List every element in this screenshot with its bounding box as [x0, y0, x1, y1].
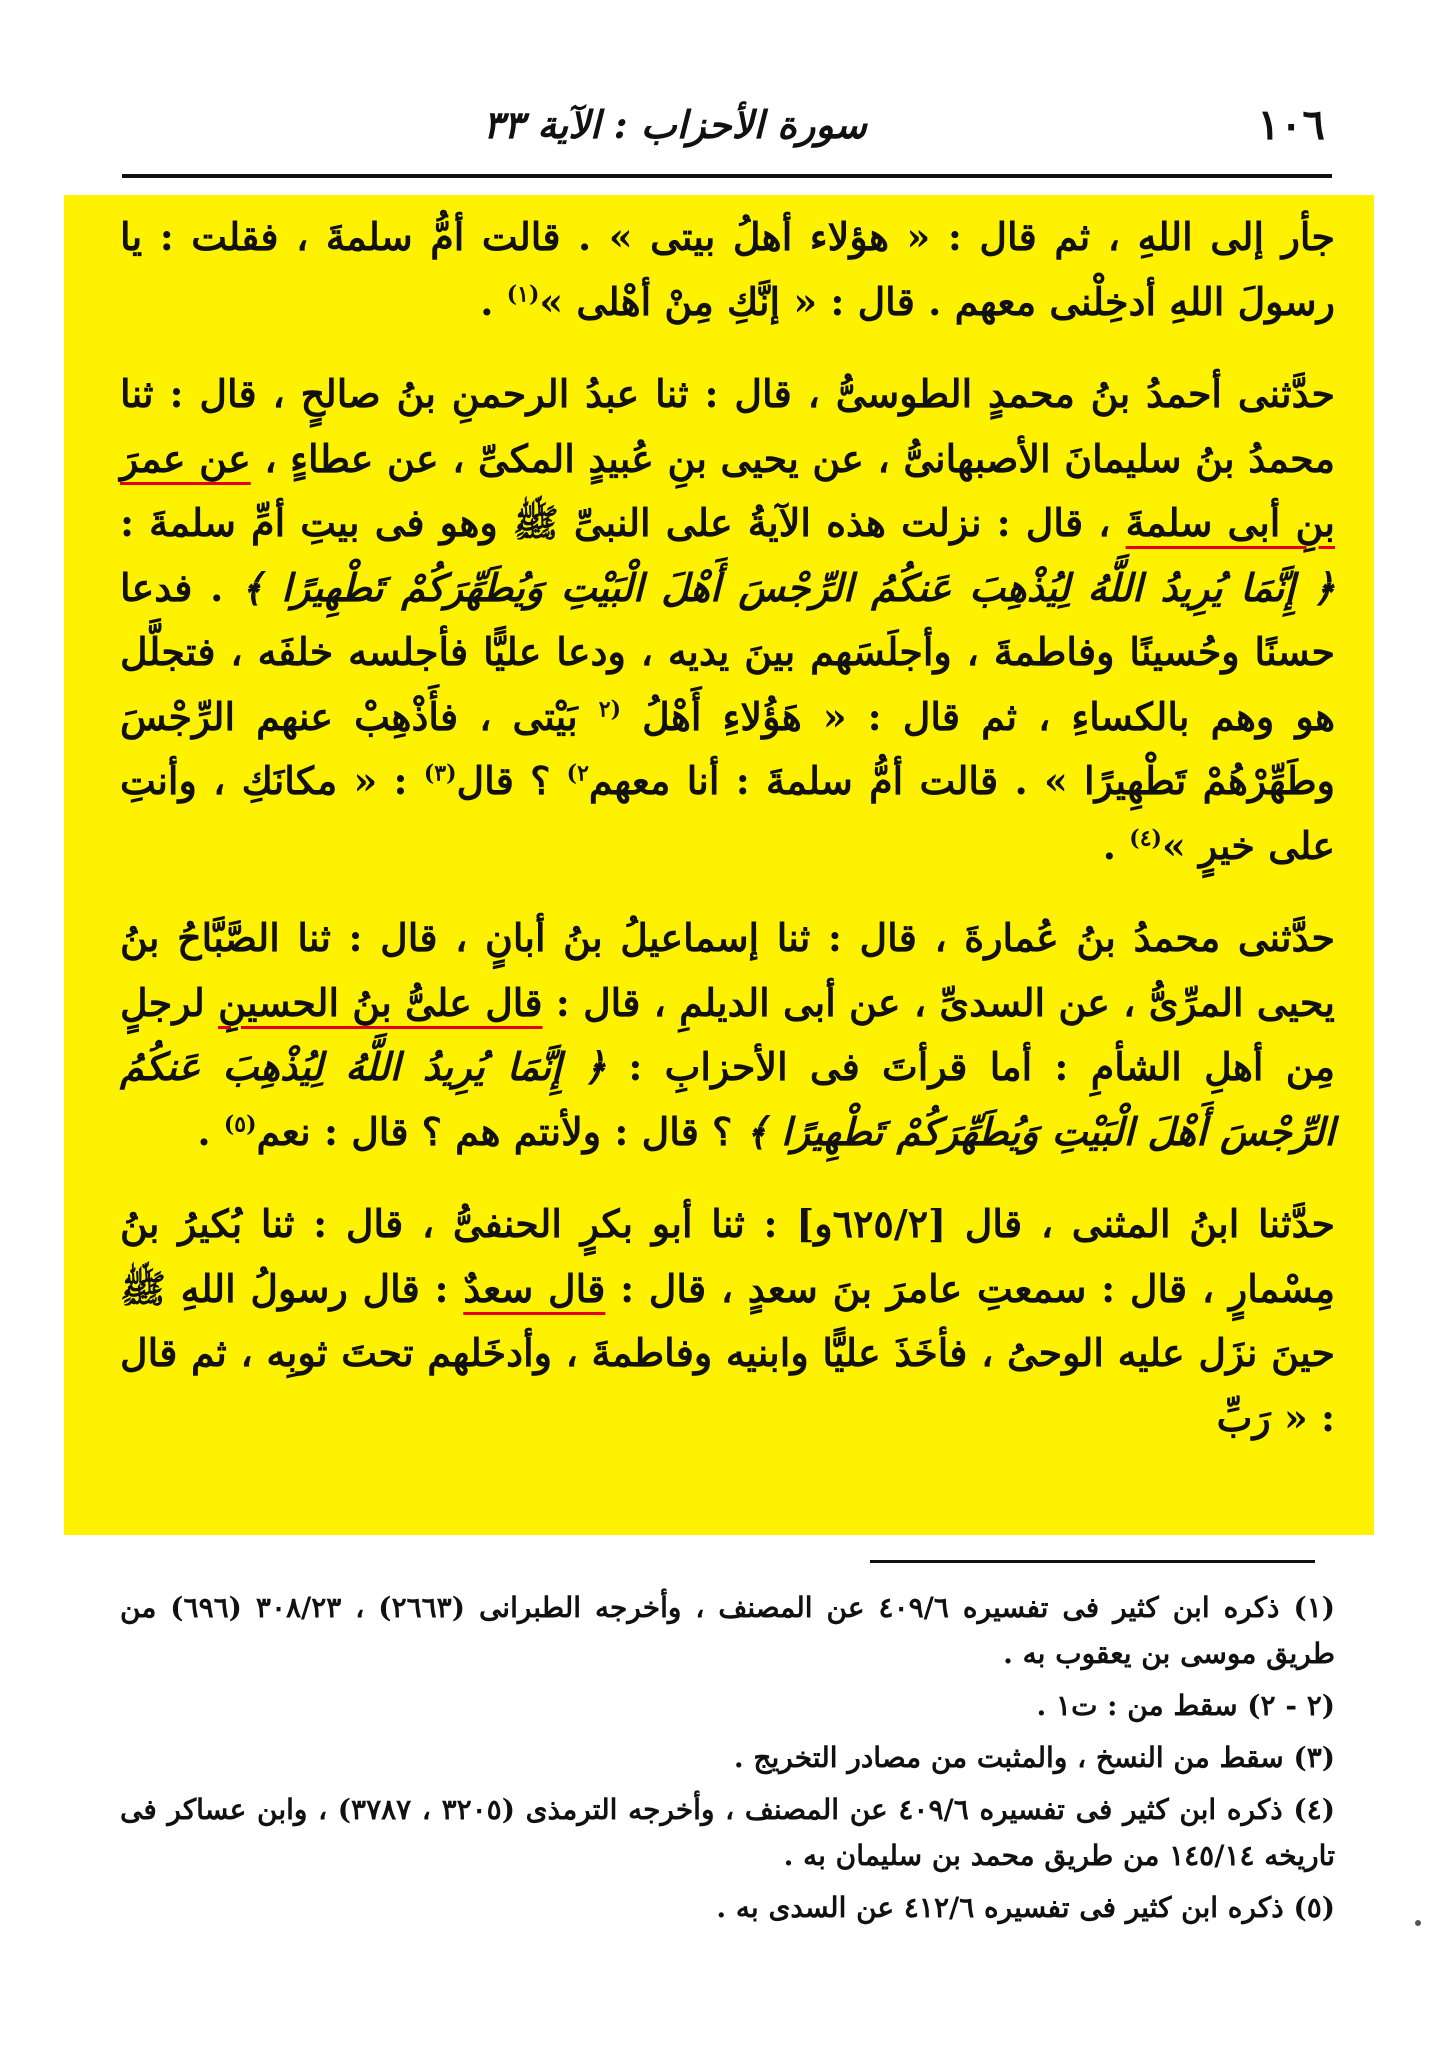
- page-number: ١٠٦: [1257, 100, 1325, 149]
- p2-t7: .: [1102, 822, 1130, 868]
- p3-underlined-narrator: قال علىُّ بنُ الحسينِ: [218, 979, 543, 1025]
- footnote-2: (٢ - ٢) سقط من : ت١ .: [1036, 1689, 1335, 1722]
- paragraph-4: [120, 1192, 1335, 1450]
- p2-underlined-narrator: عن عمرَ بنِ أبى سلمةَ: [120, 435, 1335, 545]
- p2-lead: حدَّثنى: [1237, 371, 1335, 416]
- footnote-4: (٤) ذكره ابن كثير فى تفسيره ٤٠٩/٦ عن المصنف ، وأخرجه الترمذى (٣٢٠٥ ، ٣٧٨٧) ، وابن عساكر فى تاريخه ١٤٥/١٤ من طريق محمد بن سليمان به .: [120, 1793, 1335, 1872]
- p2-t5: ؟ قال: [456, 758, 567, 803]
- footnote-ref-5[interactable]: (٥): [223, 1110, 257, 1137]
- p4-t1: ابنُ المثنى ، قال: [946, 1201, 1258, 1246]
- page-header: [125, 100, 1325, 160]
- p1-tail: .: [480, 278, 507, 324]
- paragraph-1: [120, 205, 1335, 334]
- footnote-1: (١) ذكره ابن كثير فى تفسيره ٤٠٩/٦ عن المصنف ، وأخرجه الطبرانى (٢٦٦٣) ، ٣٠٨/٢٣ (٦٩٦) من طريق موسى بن يعقوب به .: [120, 1591, 1336, 1670]
- p2-t2: ، قال : نزلت هذه الآيةُ على النبىِّ ﷺ وهو فى بيتِ أمِّ سلمةَ :: [120, 500, 1126, 545]
- p4-t3: : قال رسولُ اللهِ ﷺ حينَ نزَل عليه الوحىُ ، فأخَذَ عليًّا وابنيه وفاطمةَ ، وأدخَلهم تحتَ ثوبِه ، ثم قال : « رَبِّ: [120, 1265, 1335, 1440]
- p3-lead: حدَّثنى: [1237, 915, 1335, 960]
- footnote-ref-4[interactable]: (٤): [1129, 824, 1162, 851]
- header-rule: [122, 174, 1332, 178]
- p2-t3: . فدعا حسنًا وحُسينًا وفاطمةَ ، وأجلَسَهم بينَ يديه ، ودعا عليًّا فأجلسه خلفَه ، فتجلَّل هو وهم بالكساءِ ، ثم قال : « هَؤُلاءِ أَهْلُ: [120, 564, 1335, 739]
- p3-t1: محمدُ بنُ عُمارةَ ، قال : ثنا إسماعيلُ بنُ أبانٍ ، قال : ثنا الصَّبَّاحُ بنُ يحيى المرِّىُّ ، عن السدىِّ ، عن أبى الديلمِ ، قال :: [120, 915, 1335, 1025]
- p4-manuscript-ref: [٦٢٥/٢و]: [796, 1201, 947, 1246]
- p4-underlined-narrator: قال سعدٌ: [463, 1265, 606, 1311]
- running-title: سورة الأحزاب : الآية ٣٣: [483, 102, 867, 147]
- footnote-3: (٣) سقط من النسخ ، والمثبت من مصادر التخريج .: [733, 1741, 1335, 1774]
- p2-t1: أحمدُ بنُ محمدٍ الطوسىُّ ، قال : ثنا عبدُ الرحمنِ بنُ صالحٍ ، قال : ثنا محمدُ بنُ سليمانَ الأصبهانىُّ ، عن يحيى بنِ عُبيدٍ المكىِّ ، عن عطاءٍ ،: [120, 371, 1335, 481]
- p3-t3: ؟ قال : ولأنتم هم ؟ قال : نعم: [256, 1108, 746, 1154]
- paragraph-2: [120, 362, 1335, 878]
- p2-t4: بَيْتى ، فأَذْهِبْ عنهم الرِّجْسَ وطَهِّرْهُمْ تَطْهِيرًا » . قالت أمُّ سلمةَ : أنا معهم: [120, 693, 1335, 803]
- main-text: [120, 205, 1335, 1450]
- footnote-ref-2b[interactable]: ٢): [566, 760, 589, 787]
- p2-quran-verse: ﴿ إِنَّمَا يُرِيدُ اللَّهُ لِيُذْهِبَ عَنكُمُ الرِّجْسَ أَهْلَ الْبَيْتِ وَيُطَهِّرَكُمْ تَطْهِيرًا ﴾: [241, 564, 1335, 610]
- p3-t2: لرجلٍ مِن أهلِ الشأمِ : أما قرأتَ فى الأحزابِ :: [120, 979, 1335, 1089]
- p3-t4: .: [197, 1108, 224, 1154]
- p1-text: جأر إلى اللهِ ، ثم قال : « هؤلاء أهلُ بيتى » . قالت أمُّ سلمةَ ، فقلت : يا رسولَ اللهِ أدخِلْنى معهم . قال : « إنَّكِ مِنْ أهْلى »: [120, 214, 1335, 324]
- p3-quran-verse: ﴿ إِنَّمَا يُرِيدُ اللَّهُ لِيُذْهِبَ عَنكُمُ الرِّجْسَ أَهْلَ الْبَيْتِ وَيُطَهِّرَكُمْ تَطْهِيرًا ﴾: [120, 1044, 1335, 1154]
- p4-t2: : ثنا أبو بكرٍ الحنفىُّ ، قال : ثنا بُكيرُ بنُ مِسْمارٍ ، قال : سمعتِ عامرَ بنَ سعدٍ ، قال :: [120, 1201, 1335, 1311]
- paragraph-3: [120, 906, 1335, 1164]
- p4-lead: حدَّثنا: [1257, 1201, 1335, 1246]
- footnote-ref-2a[interactable]: (٢: [598, 695, 622, 722]
- footnote-ref-3[interactable]: (٣): [423, 760, 457, 787]
- footnote-separator: [870, 1560, 1315, 1563]
- footnotes: [120, 1585, 1335, 1937]
- footnote-ref-1[interactable]: (١): [506, 280, 540, 307]
- footnote-5: (٥) ذكره ابن كثير فى تفسيره ٤١٢/٦ عن السدى به .: [716, 1891, 1335, 1924]
- p2-t6: : « مكانَكِ ، وأنتِ على خيرٍ »: [120, 758, 1335, 868]
- scan-dot: [1415, 1920, 1421, 1926]
